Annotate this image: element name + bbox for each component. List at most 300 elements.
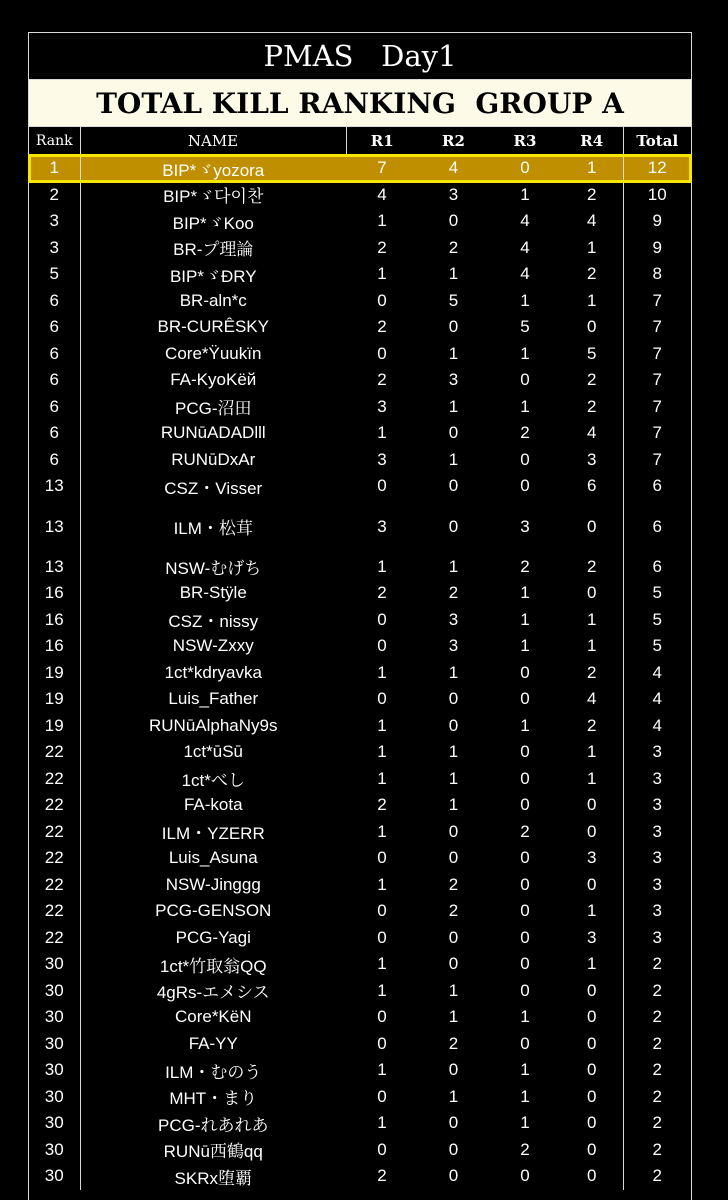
cell-r2: 0 (448, 423, 459, 443)
cell-r2: 3 (448, 370, 459, 390)
cell-r1: 1 (377, 662, 387, 682)
cell-total: 7 (623, 367, 691, 394)
cell-total: 9 (623, 208, 691, 235)
cell-name: MHT・まり (169, 1089, 258, 1109)
cell-r1: 2 (377, 583, 387, 603)
cell-total: 3 (623, 925, 691, 952)
cell-name: BIP*ゞĐRY (169, 266, 257, 286)
cell-r1: 1 (377, 556, 387, 576)
cell-rank: 13 (29, 554, 80, 581)
cell-rank: 22 (29, 925, 80, 952)
cell-r2: 0 (448, 476, 459, 496)
cell-r3: 1 (520, 583, 530, 603)
cell-r1: 0 (377, 1033, 387, 1053)
cell-rank: 6 (29, 394, 80, 421)
cell-total: 5 (623, 633, 691, 660)
cell-r2: 0 (448, 715, 459, 735)
cell-name: RUNūADADlll (160, 423, 266, 443)
cell-r1: 0 (377, 1007, 387, 1027)
cell-r2: 1 (448, 449, 459, 469)
cell-r3: 1 (520, 609, 530, 629)
cell-r1: 2 (377, 237, 387, 257)
cell-r1: 1 (377, 954, 387, 974)
cell-name: BR-aln*c (179, 290, 247, 310)
cell-name: 1ct*竹取翁QQ (159, 956, 267, 976)
cell-total: 3 (623, 819, 691, 846)
cell-r2: 1 (448, 1007, 459, 1027)
table-row (29, 951, 691, 978)
cell-rank: 6 (29, 367, 80, 394)
cell-r4: 2 (587, 184, 597, 204)
cell-r4: 3 (587, 848, 597, 868)
cell-name: PCG-Yagi (175, 927, 251, 947)
cell-r4: 2 (587, 264, 597, 284)
cell-r4: 0 (587, 1139, 597, 1159)
cell-name: RUNūDxAr (171, 449, 256, 469)
cell-r3: 0 (520, 848, 530, 868)
cell-rank: 22 (29, 739, 80, 766)
header-r4: R4 (561, 127, 623, 155)
cell-rank: 30 (29, 1057, 80, 1084)
cell-r1: 0 (377, 476, 387, 496)
cell-r3: 0 (520, 370, 530, 390)
table-row (29, 182, 691, 209)
header-r3: R3 (489, 127, 561, 155)
cell-r3: 1 (520, 636, 530, 656)
cell-r2: 0 (448, 821, 459, 841)
header-r2: R2 (418, 127, 489, 155)
table-row (29, 447, 691, 474)
cell-name: ILM・YZERR (161, 824, 265, 844)
cell-r4: 0 (587, 516, 597, 536)
cell-r1: 0 (377, 1086, 387, 1106)
cell-r1: 0 (377, 1139, 387, 1159)
cell-rank: 30 (29, 951, 80, 978)
cell-r2: 2 (448, 901, 459, 921)
cell-r3: 2 (520, 556, 530, 576)
cell-total: 3 (623, 845, 691, 872)
ranking-sheet (28, 32, 692, 1200)
cell-name: NSW-Zxxy (172, 636, 254, 656)
cell-r4: 4 (587, 211, 597, 231)
cell-r2: 0 (448, 1139, 459, 1159)
table-row (29, 155, 691, 182)
cell-r4: 1 (587, 768, 597, 788)
cell-rank: 22 (29, 766, 80, 793)
table-row (29, 288, 691, 315)
cell-r4: 0 (587, 1033, 597, 1053)
cell-rank: 22 (29, 872, 80, 899)
cell-rank: 6 (29, 447, 80, 474)
cell-rank: 22 (29, 792, 80, 819)
cell-name: PCG-れあれあ (158, 1115, 269, 1135)
cell-r4: 4 (587, 423, 597, 443)
cell-rank: 6 (29, 420, 80, 447)
cell-r2: 1 (448, 1086, 459, 1106)
cell-r1: 0 (377, 689, 387, 709)
cell-total: 2 (623, 1110, 691, 1137)
cell-r2: 2 (448, 1033, 459, 1053)
cell-total: 2 (623, 1057, 691, 1084)
table-row (29, 686, 691, 713)
cell-total: 6 (623, 473, 691, 500)
cell-rank: 2 (29, 182, 80, 209)
table-row (29, 713, 691, 740)
cell-r4: 0 (587, 1060, 597, 1080)
cell-total: 8 (623, 261, 691, 288)
cell-name: Luis_Asuna (168, 848, 258, 868)
cell-r1: 3 (377, 516, 387, 536)
cell-r3: 1 (520, 290, 530, 310)
cell-name: PCG-GENSON (155, 901, 272, 921)
cell-r2: 1 (448, 742, 459, 762)
cell-r4: 3 (587, 449, 597, 469)
cell-r2: 1 (448, 556, 459, 576)
cell-name: ILM・むのう (165, 1062, 262, 1082)
cell-r4: 2 (587, 370, 597, 390)
table-row (29, 607, 691, 634)
table-header-row (29, 127, 691, 155)
cell-r4: 2 (587, 556, 597, 576)
cell-r3: 1 (520, 343, 530, 363)
table-row (29, 208, 691, 235)
table-row (29, 898, 691, 925)
cell-r3: 0 (520, 742, 530, 762)
cell-r3: 0 (520, 449, 530, 469)
cell-rank: 30 (29, 1031, 80, 1058)
cell-r1: 2 (377, 370, 387, 390)
cell-rank: 3 (29, 235, 80, 262)
cell-r3: 1 (520, 715, 530, 735)
kill-ranking-table (29, 127, 691, 1190)
cell-r1: 0 (377, 343, 387, 363)
table-row (29, 1110, 691, 1137)
table-row (29, 925, 691, 952)
cell-r1: 2 (377, 317, 387, 337)
cell-r2: 0 (448, 317, 459, 337)
cell-r2: 0 (448, 1113, 459, 1133)
cell-r2: 0 (448, 516, 459, 536)
cell-total: 2 (623, 1084, 691, 1111)
cell-r4: 1 (587, 901, 597, 921)
cell-r4: 0 (587, 317, 597, 337)
cell-rank: 6 (29, 341, 80, 368)
cell-r2: 0 (448, 689, 459, 709)
cell-name: CSZ・nissy (168, 612, 259, 632)
cell-total: 7 (623, 394, 691, 421)
table-row (29, 314, 691, 341)
cell-name: BR-CURÊSKY (157, 317, 269, 337)
cell-name: FA-kota (183, 795, 243, 815)
header-rank: Rank (29, 127, 80, 155)
cell-r1: 1 (377, 1113, 387, 1133)
table-row (29, 1163, 691, 1190)
cell-name: BIP*ゞKoo (172, 213, 254, 233)
cell-r3: 0 (520, 795, 530, 815)
cell-name: PCG-沼田 (175, 399, 252, 419)
cell-r1: 3 (377, 449, 387, 469)
cell-r4: 0 (587, 821, 597, 841)
cell-rank: 22 (29, 819, 80, 846)
cell-name: NSW-むげち (165, 559, 262, 579)
table-row (29, 341, 691, 368)
cell-name: Core*KëN (174, 1007, 252, 1027)
table-row (29, 367, 691, 394)
cell-rank: 19 (29, 713, 80, 740)
cell-rank: 16 (29, 607, 80, 634)
table-row (29, 1031, 691, 1058)
cell-r1: 0 (377, 609, 387, 629)
cell-rank: 1 (29, 155, 80, 182)
cell-r4: 0 (587, 1166, 597, 1186)
cell-r1: 1 (377, 715, 387, 735)
cell-total: 10 (623, 182, 691, 209)
cell-r3: 4 (520, 264, 530, 284)
cell-r4: 1 (587, 237, 597, 257)
cell-rank: 13 (29, 500, 80, 554)
cell-rank: 30 (29, 1110, 80, 1137)
cell-r4: 1 (587, 954, 597, 974)
cell-name: BIP*ゞ다이찬 (163, 187, 264, 207)
cell-name: BIP*ゞyozora (80, 155, 346, 182)
cell-r3: 0 (520, 927, 530, 947)
cell-name: FA-YY (188, 1033, 238, 1053)
cell-total: 2 (623, 951, 691, 978)
cell-r4: 4 (587, 689, 597, 709)
cell-r1: 2 (377, 1166, 387, 1186)
cell-r3: 0 (489, 155, 561, 182)
cell-rank: 6 (29, 288, 80, 315)
cell-r2: 1 (448, 980, 459, 1000)
cell-total: 12 (623, 155, 691, 182)
cell-total: 7 (623, 447, 691, 474)
cell-rank: 19 (29, 686, 80, 713)
cell-total: 7 (623, 288, 691, 315)
cell-rank: 19 (29, 660, 80, 687)
cell-total: 5 (623, 580, 691, 607)
table-row (29, 633, 691, 660)
cell-total: 3 (623, 766, 691, 793)
cell-r3: 0 (520, 476, 530, 496)
table-row (29, 554, 691, 581)
cell-r3: 4 (520, 211, 530, 231)
cell-rank: 16 (29, 633, 80, 660)
table-row (29, 235, 691, 262)
cell-r2: 3 (448, 184, 459, 204)
cell-r2: 2 (448, 237, 459, 257)
cell-name: 1ct*kdryavka (164, 662, 262, 682)
table-row (29, 819, 691, 846)
cell-r4: 1 (587, 636, 597, 656)
cell-r1: 7 (346, 155, 418, 182)
table-row (29, 580, 691, 607)
cell-r3: 0 (520, 980, 530, 1000)
cell-r2: 1 (448, 662, 459, 682)
cell-total: 2 (623, 1031, 691, 1058)
cell-r1: 1 (377, 1060, 387, 1080)
cell-r1: 1 (377, 264, 387, 284)
cell-r1: 1 (377, 980, 387, 1000)
cell-total: 3 (623, 872, 691, 899)
cell-name: BR-Stÿle (179, 583, 247, 603)
cell-r3: 2 (520, 423, 530, 443)
cell-r2: 0 (448, 1166, 459, 1186)
table-row (29, 473, 691, 500)
cell-total: 2 (623, 978, 691, 1005)
cell-name: Luis_Father (168, 689, 259, 709)
table-row (29, 739, 691, 766)
cell-total: 3 (623, 898, 691, 925)
table-row (29, 978, 691, 1005)
cell-name: 1ct*ūSū (183, 742, 244, 762)
table-row (29, 1004, 691, 1031)
cell-r4: 1 (587, 742, 597, 762)
cell-r2: 0 (448, 848, 459, 868)
cell-r4: 1 (561, 155, 623, 182)
cell-r2: 3 (448, 636, 459, 656)
cell-r3: 4 (520, 237, 530, 257)
cell-r3: 1 (520, 184, 530, 204)
cell-r1: 0 (377, 848, 387, 868)
cell-r1: 0 (377, 290, 387, 310)
cell-r4: 1 (587, 609, 597, 629)
cell-r4: 6 (587, 476, 597, 496)
cell-rank: 30 (29, 978, 80, 1005)
cell-rank: 3 (29, 208, 80, 235)
cell-rank: 16 (29, 580, 80, 607)
cell-rank: 22 (29, 845, 80, 872)
table-row (29, 845, 691, 872)
cell-total: 3 (623, 739, 691, 766)
table-row (29, 261, 691, 288)
table-row (29, 1084, 691, 1111)
cell-r1: 3 (377, 396, 387, 416)
cell-rank: 22 (29, 898, 80, 925)
cell-total: 2 (623, 1163, 691, 1190)
cell-total: 4 (623, 660, 691, 687)
cell-r2: 1 (448, 343, 459, 363)
cell-r3: 0 (520, 768, 530, 788)
cell-r1: 4 (377, 184, 387, 204)
cell-r1: 1 (377, 821, 387, 841)
cell-r2: 3 (448, 609, 459, 629)
cell-r4: 2 (587, 715, 597, 735)
cell-r1: 0 (377, 901, 387, 921)
cell-name: SKRx堕覇 (174, 1168, 252, 1188)
cell-r4: 0 (587, 1113, 597, 1133)
ranking-subtitle: TOTAL KILL RANKING GROUP A (29, 80, 691, 127)
cell-rank: 13 (29, 473, 80, 500)
cell-total: 9 (623, 235, 691, 262)
cell-name: FA-KyoKëй (170, 370, 257, 390)
cell-r1: 1 (377, 874, 387, 894)
cell-total: 6 (623, 500, 691, 554)
table-row (29, 660, 691, 687)
table-row (29, 1137, 691, 1164)
cell-total: 7 (623, 420, 691, 447)
cell-r2: 0 (448, 1060, 459, 1080)
cell-r3: 0 (520, 689, 530, 709)
cell-r4: 0 (587, 1086, 597, 1106)
cell-total: 7 (623, 314, 691, 341)
cell-name: RUNūAlphaNy9s (149, 715, 278, 735)
header-total: Total (623, 127, 691, 155)
cell-r3: 0 (520, 1166, 530, 1186)
cell-r3: 3 (520, 516, 530, 536)
cell-total: 2 (623, 1137, 691, 1164)
event-title: PMAS Day1 (29, 33, 691, 80)
cell-r4: 0 (587, 795, 597, 815)
table-body (29, 155, 691, 1190)
cell-r2: 2 (448, 874, 459, 894)
cell-r2: 2 (448, 583, 459, 603)
table-row (29, 1057, 691, 1084)
cell-r3: 0 (520, 901, 530, 921)
table-row (29, 420, 691, 447)
cell-r4: 2 (587, 396, 597, 416)
cell-total: 4 (623, 686, 691, 713)
cell-r4: 0 (587, 980, 597, 1000)
cell-r2: 0 (448, 927, 459, 947)
cell-total: 5 (623, 607, 691, 634)
cell-r3: 2 (520, 821, 530, 841)
cell-name: BR-プ理論 (173, 240, 254, 260)
cell-r2: 5 (448, 290, 459, 310)
cell-r4: 0 (587, 874, 597, 894)
cell-r4: 5 (587, 343, 597, 363)
cell-r3: 5 (520, 317, 530, 337)
cell-rank: 30 (29, 1084, 80, 1111)
cell-r4: 2 (587, 662, 597, 682)
table-row (29, 394, 691, 421)
table-row (29, 766, 691, 793)
cell-total: 3 (623, 792, 691, 819)
cell-r1: 1 (377, 742, 387, 762)
cell-r2: 0 (448, 211, 459, 231)
cell-r2: 4 (418, 155, 489, 182)
cell-rank: 30 (29, 1004, 80, 1031)
cell-r2: 1 (448, 768, 459, 788)
cell-r1: 1 (377, 768, 387, 788)
cell-rank: 30 (29, 1163, 80, 1190)
cell-rank: 30 (29, 1137, 80, 1164)
cell-total: 6 (623, 554, 691, 581)
cell-r1: 0 (377, 927, 387, 947)
cell-rank: 5 (29, 261, 80, 288)
cell-r4: 3 (587, 927, 597, 947)
cell-name: 1ct*べし (181, 771, 245, 791)
cell-name: CSZ・Visser (164, 478, 263, 498)
table-row (29, 500, 691, 554)
cell-name: ILM・松茸 (173, 519, 253, 538)
cell-r1: 2 (377, 795, 387, 815)
cell-r3: 1 (520, 1086, 530, 1106)
cell-name: RUNū西鶴qq (163, 1142, 263, 1162)
cell-rank: 6 (29, 314, 80, 341)
cell-r4: 0 (587, 583, 597, 603)
cell-r3: 1 (520, 1113, 530, 1133)
cell-r2: 1 (448, 264, 459, 284)
table-row (29, 872, 691, 899)
cell-r3: 1 (520, 396, 530, 416)
cell-r3: 1 (520, 1007, 530, 1027)
cell-total: 4 (623, 713, 691, 740)
cell-total: 7 (623, 341, 691, 368)
cell-r3: 0 (520, 662, 530, 682)
cell-r1: 1 (377, 423, 387, 443)
cell-r1: 1 (377, 211, 387, 231)
cell-name: 4gRs-エメシス (156, 983, 270, 1003)
